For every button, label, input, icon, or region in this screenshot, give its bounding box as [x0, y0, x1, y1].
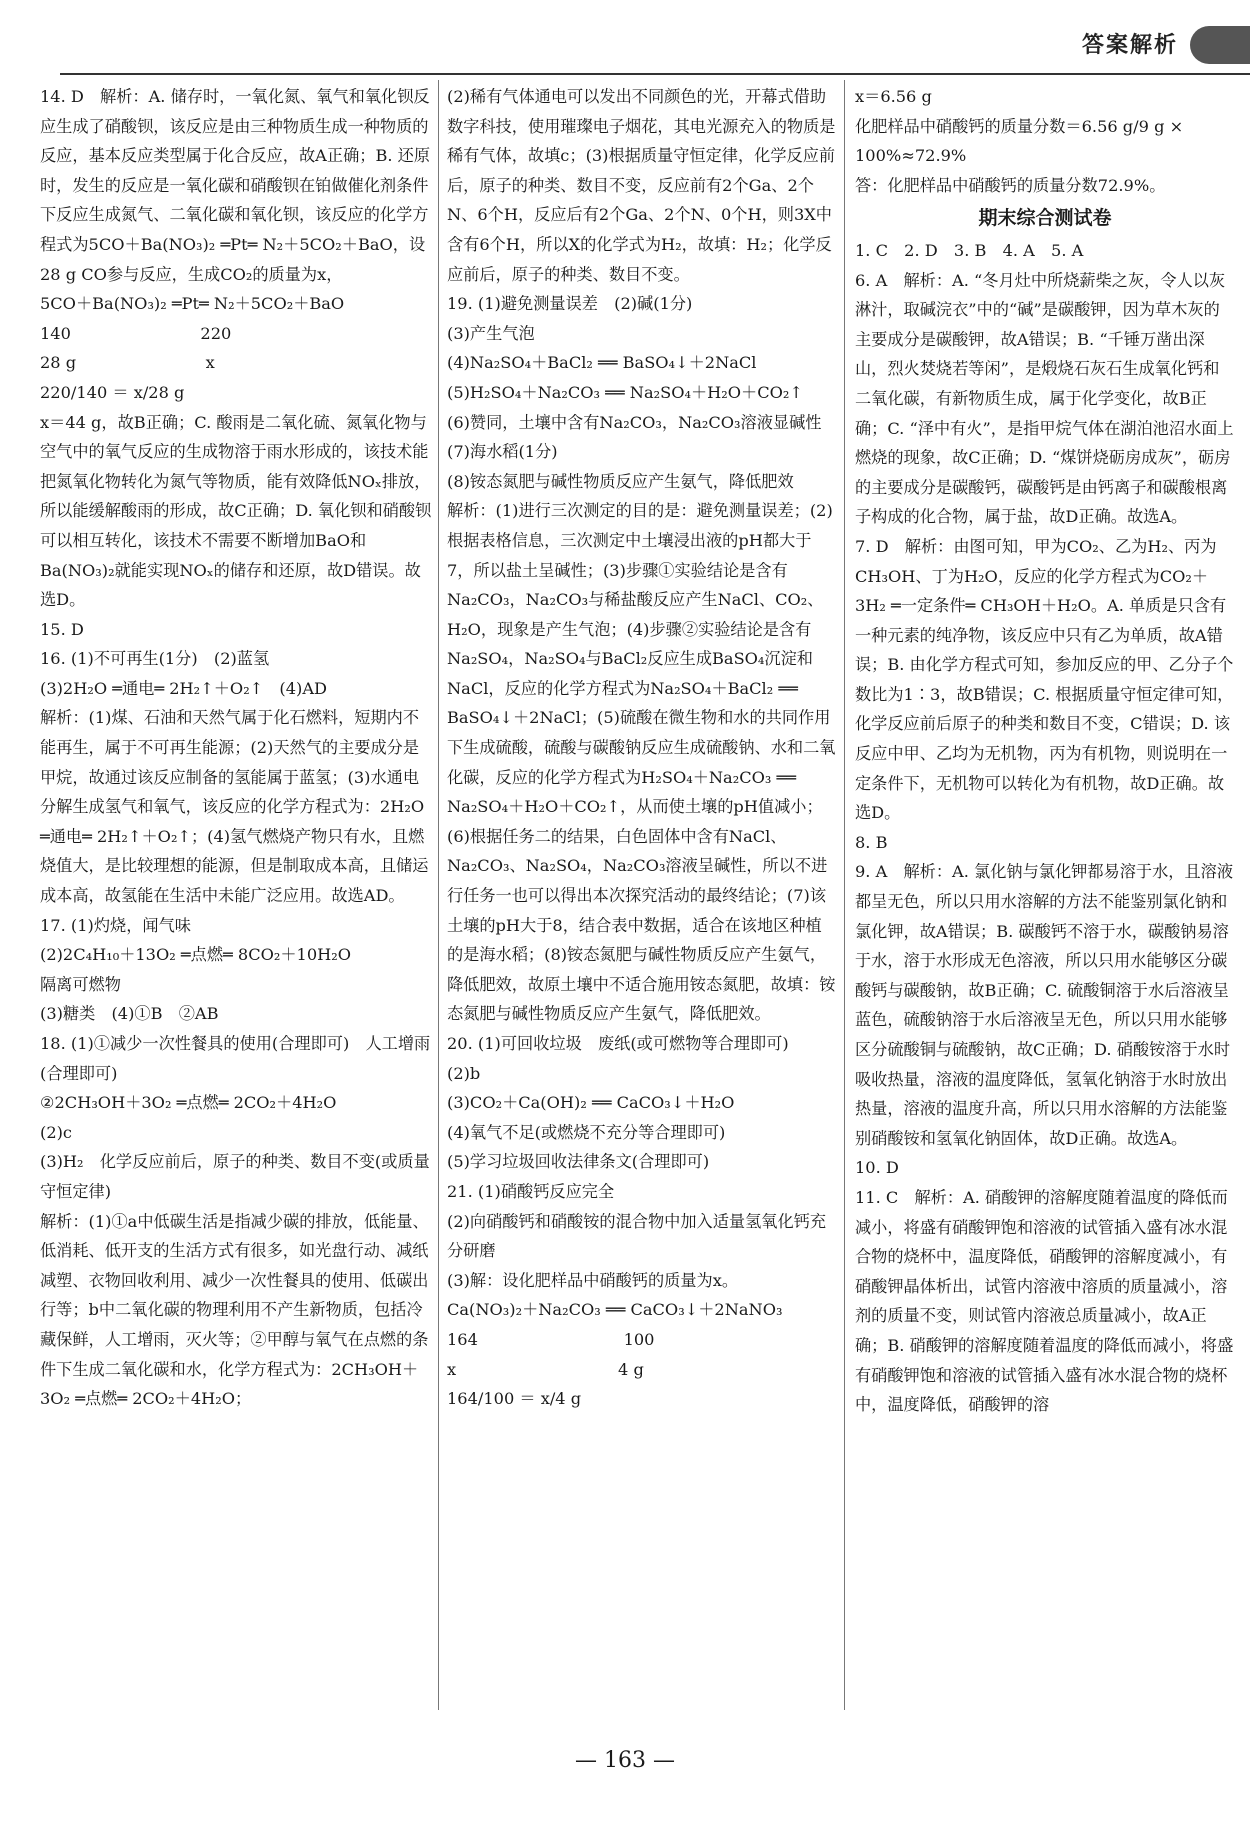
answer-17: 17. (1)灼烧，闻气味 [40, 915, 191, 935]
answer-19: 19. (1)避免测量误差 (2)碱(1分) [447, 294, 693, 314]
answer-text: 解析：(1)进行三次测定的目的是：避免测量误差；(2)根据表格信息，三次测定中土壤浸出液的pH都大于7，所以盐土呈碱性；(3)步骤①实验结论是含有Na₂CO₃，Na₂CO₃与稀盐酸反应产生NaCl、CO₂、H₂O，现象是产生气泡；(4)步骤②实验结论是含有Na₂SO₄，Na₂SO₄与BaCl₂反应生成BaSO₄沉淀和NaCl，反应的化学方程式为Na₂SO₄＋BaCl₂ ══ BaSO₄↓＋2NaCl；(5)硫酸在微生物和水的共同作用下生成硫酸，硫酸与碳酸钠反应生成硫酸钠、水和二氧化碳，反应的化学方程式为H₂SO₄＋Na₂CO₃ ══ Na₂SO₄＋H₂O＋CO₂↑，从而使土壤的pH值减小；(6)根据任务二的结果，白色固体中含有NaCl、Na₂CO₃、Na₂SO₄，Na₂CO₃溶液呈碱性，所以不进行任务一也可以得出本次探究活动的最终结论；(7)该土壤的pH大于8，结合表中数据，适合在该地区种植的是海水稻；(8)铵态氮肥与碱性物质反应产生氨气，降低肥效，故原土壤中不适合施用铵态氮肥，故填：铵态氮肥与碱性物质反应产生氨气，降低肥效。 [447, 501, 836, 1024]
answer-text: (3)H₂ 化学反应前后，原子的种类、数目不变(或质量守恒定律) [40, 1152, 430, 1201]
equation-line: 220/140 ＝ x/28 g [40, 382, 185, 402]
answer-text: 隔离可燃物 [40, 974, 121, 994]
answer-16: 16. (1)不可再生(1分) (2)蓝氢 [40, 649, 270, 669]
section-title: 期末综合测试卷 [978, 207, 1112, 230]
column-right [855, 82, 1235, 1420]
answer-text: (4)Na₂SO₄＋BaCl₂ ══ BaSO₄↓＋2NaCl [447, 353, 757, 373]
answer-15: 15. D [40, 619, 84, 639]
answer-8: 8. B [855, 832, 888, 852]
answer-text: (5)学习垃圾回收法律条文(合理即可) [447, 1152, 710, 1172]
answer-text: (4)氧气不足(或燃烧不充分等合理即可) [447, 1122, 726, 1142]
equation-line: 164 100 [447, 1329, 655, 1349]
equation-line: 28 g x [40, 353, 215, 373]
equation-line: 164/100 ＝ x/4 g [447, 1389, 582, 1409]
answer-text: (2)b [447, 1063, 481, 1083]
answer-text: (2)向硝酸钙和硝酸铵的混合物中加入适量氢氧化钙充分研磨 [447, 1211, 827, 1261]
answer-7: 7. D 解析：由图可知，甲为CO₂、乙为H₂、丙为CH₃OH、丁为H₂O，反应的化学方程式为CO₂＋3H₂ ═一定条件═ CH₃OH＋H₂O。A. 单质是只含有一种元素的纯净物，该反应中只有乙为单质，故A错误；B. 由化学方程式可知，参加反应的甲、乙分子个数比为1∶3，故B错误；C. 根据质量守恒定律可知，化学反应前后原子的种类和数目不变，C错误；D. 该反应中甲、乙均为无机物，丙为有机物，则说明在一定条件下，无机物可以转化为有机物，故D正确。故选D。 [855, 536, 1234, 823]
column-left [40, 82, 435, 1414]
answer-18: 18. (1)①减少一次性餐具的使用(合理即可) 人工增雨(合理即可) [40, 1034, 431, 1083]
answer-20: 20. (1)可回收垃圾 废纸(或可燃物等合理即可) [447, 1034, 789, 1053]
answers-1-5: 1. C 2. D 3. B 4. A 5. A [855, 240, 1084, 260]
answer-text: (2)2C₄H₁₀＋13O₂ ═点燃═ 8CO₂＋10H₂O [40, 945, 352, 965]
answer-text: 100%≈72.9% [855, 146, 967, 166]
column-divider [844, 80, 845, 1710]
equation-line: Ca(NO₃)₂＋Na₂CO₃ ══ CaCO₃↓＋2NaNO₃ [447, 1300, 783, 1320]
answer-14: 14. D 解析：A. 储存时，一氧化氮、氧气和氧化钡反应生成了硝酸钡，该反应是由三种物质生成一种物质的反应，基本反应类型属于化合反应，故A正确；B. 还原时，发生的反应是一氧化碳和硝酸钡在铂做催化剂条件下反应生成氮气、二氧化碳和氧化钡，该反应的化学方程式为5CO＋Ba(NO₃)₂ ═Pt═ N₂＋5CO₂＋BaO，设28 g CO参与反应，生成CO₂的质量为x， [40, 87, 431, 284]
answer-text: (2)稀有气体通电可以发出不同颜色的光，开幕式借助数字科技，使用璀璨电子烟花，其电光源充入的物质是稀有气体，故填c；(3)根据质量守恒定律，化学反应前后，原子的种类、数目不变，反应前有2个Ga、2个N、6个H，反应后有2个Ga、2个N、0个H，则3X中含有6个H，所以X的化学式为H₂，故填：H₂；化学反应前后，原子的种类、数目不变。 [447, 87, 836, 284]
header-tab-marker [1190, 26, 1250, 64]
answer-text: (3)糖类 (4)①B ②AB [40, 1004, 219, 1024]
answer-text: x＝44 g，故B正确；C. 酸雨是二氧化硫、氮氧化物与空气中的氧气反应的生成物溶于雨水形成的，该技术能把氮氧化物转化为氮气等物质，能有效降低NOₓ排放，所以能缓解酸雨的形成，故C正确；D. 氧化钡和硝酸钡可以相互转化，该技术不需要不断增加BaO和Ba(NO₃)₂就能实现NOₓ的储存和还原，故D错误。故选D。 [40, 412, 432, 610]
answer-text: x＝6.56 g [855, 87, 932, 106]
answer-text: (3)CO₂＋Ca(OH)₂ ══ CaCO₃↓＋H₂O [447, 1093, 735, 1113]
answer-text: (5)H₂SO₄＋Na₂CO₃ ══ Na₂SO₄＋H₂O＋CO₂↑ [447, 382, 803, 402]
answer-6: 6. A 解析：A. “冬月灶中所烧薪柴之灰，令人以灰淋汁，取碱浣衣”中的“碱”是碳酸钾，因为草木灰的主要成分是碳酸钾，故A错误；B. “千锤万凿出深山，烈火焚烧若等闲”，是煅烧石灰石生成氧化钙和二氧化碳，有新物质生成，属于化学变化，故B正确；C. “泽中有火”，是指甲烷气体在湖泊池沼水面上燃烧的现象，故C正确；D. “煤饼烧砺房成灰”，砺房的主要成分是碳酸钙，碳酸钙是由钙离子和碳酸根离子构成的化合物，属于盐，故D正确。故选A。 [855, 270, 1234, 527]
answer-text: 解析：(1)①a中低碳生活是指减少碳的排放，低能量、低消耗、低开支的生活方式有很多，如光盘行动、减纸减塑、衣物回收利用、减少一次性餐具的使用、低碳出行等；b中二氧化碳的物理利用不产生新物质，包括冷藏保鲜，人工增雨，灭火等；②甲醇与氧气在点燃的条件下生成二氧化碳和水，化学方程式为：2CH₃OH＋3O₂ ═点燃═ 2CO₂＋4H₂O； [40, 1211, 429, 1409]
column-middle [447, 82, 837, 1414]
header-label: 答案解析 [1081, 33, 1178, 58]
answer-21: 21. (1)硝酸钙反应完全 [447, 1181, 615, 1201]
answer-text: 化肥样品中硝酸钙的质量分数＝6.56 g/9 g × [855, 116, 1184, 136]
answer-text: (3)2H₂O ═通电═ 2H₂↑＋O₂↑ (4)AD [40, 678, 328, 698]
column-divider [438, 80, 439, 1710]
answer-9: 9. A 解析：A. 氯化钠与氯化钾都易溶于水，且溶液都呈无色，所以只用水溶解的方法不能鉴别氯化钠和氯化钾，故A错误；B. 碳酸钙不溶于水，碳酸钠易溶于水，溶于水形成无色溶液，所以只用水能够区分碳酸钙与碳酸钠，故B正确；C. 硫酸铜溶于水后溶液呈蓝色，硫酸钠溶于水后溶液呈无色，所以只用水能够区分硫酸铜与硫酸钠，故C正确；D. 硝酸铵溶于水时吸收热量，溶液的温度降低，氢氧化钠溶于水时放出热量，溶液的温度升高，所以只用水溶解的方法能鉴别硝酸铵和氢氧化钠固体，故D正确。故选A。 [855, 862, 1234, 1148]
answer-10: 10. D [855, 1158, 899, 1178]
answer-text: (2)c [40, 1122, 72, 1142]
answer-text: (6)赞同，土壤中含有Na₂CO₃，Na₂CO₃溶液显碱性 [447, 412, 822, 432]
equation-line: 5CO＋Ba(NO₃)₂ ═Pt═ N₂＋5CO₂＋BaO [40, 294, 345, 314]
header-rule [60, 73, 1250, 75]
answer-text: (3)产生气泡 [447, 323, 535, 343]
page-number: — 163 — [575, 1748, 675, 1773]
equation-line: 140 220 [40, 323, 232, 343]
answer-text: ②2CH₃OH＋3O₂ ═点燃═ 2CO₂＋4H₂O [40, 1093, 337, 1113]
answer-text: (8)铵态氮肥与碱性物质反应产生氨气，降低肥效 [447, 471, 794, 491]
equation-line: x 4 g [447, 1359, 644, 1379]
answer-text: 答：化肥样品中硝酸钙的质量分数72.9%。 [855, 175, 1166, 195]
answer-text: (7)海水稻(1分) [447, 442, 558, 462]
answer-text: 解析：(1)煤、石油和天然气属于化石燃料，短期内不能再生，属于不可再生能源；(2)天然气的主要成分是甲烷，故通过该反应制备的氢能属于蓝氢；(3)水通电分解生成氢气和氧气，该反应的化学方程式为：2H₂O ═通电═ 2H₂↑＋O₂↑；(4)氢气燃烧产物只有水，且燃烧值大，是比较理想的能源，但是制取成本高，且储运成本高，故氢能在生活中未能广泛应用。故选AD。 [40, 708, 429, 906]
answer-11: 11. C 解析：A. 硝酸钾的溶解度随着温度的降低而减小，将盛有硝酸钾饱和溶液的试管插入盛有冰水混合物的烧杯中，温度降低，硝酸钾的溶解度减小，有硝酸钾晶体析出，试管内溶液中溶质的质量减小，溶剂的质量不变，则试管内溶液总质量减小，故A正确；B. 硝酸钾的溶解度随着温度的降低而减小，将盛有硝酸钾饱和溶液的试管插入盛有冰水混合物的烧杯中，温度降低，硝酸钾的溶 [855, 1187, 1234, 1415]
answer-text: (3)解：设化肥样品中硝酸钙的质量为x。 [447, 1270, 739, 1290]
